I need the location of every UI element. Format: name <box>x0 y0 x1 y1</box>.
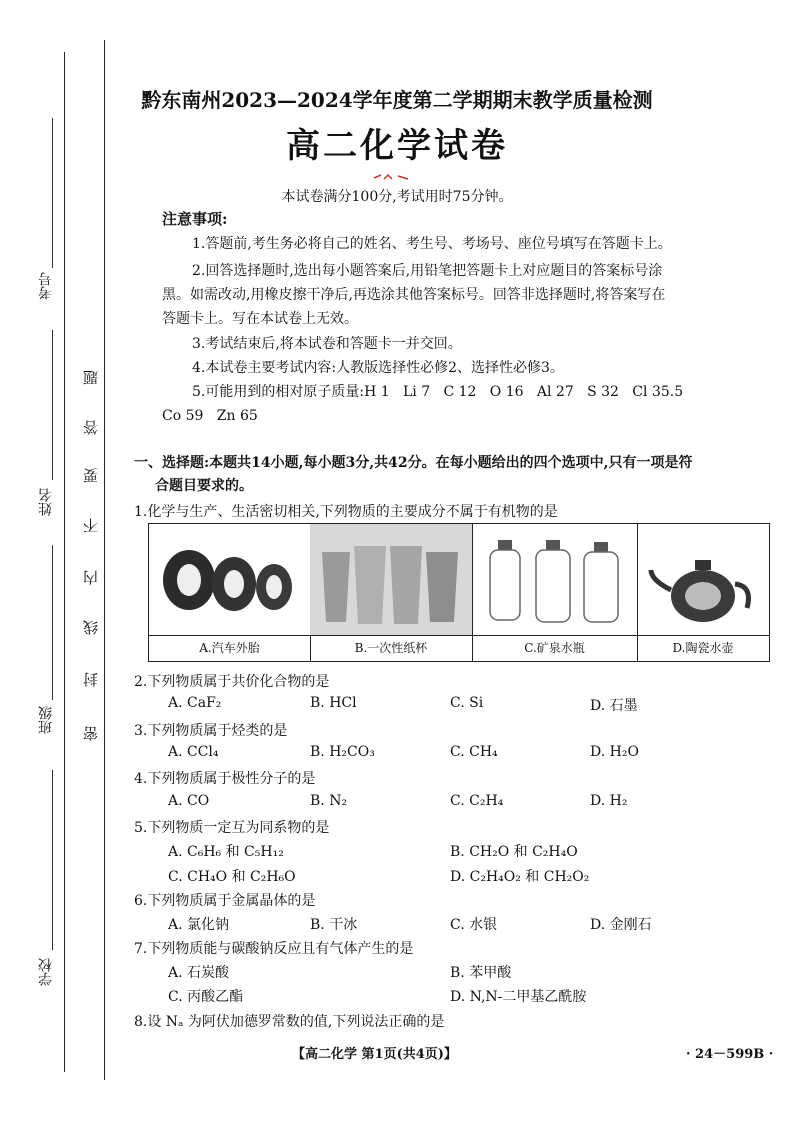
option-b-cell <box>310 524 473 661</box>
question-3-option-b: B. H₂CO₃ <box>310 744 375 760</box>
water-bottles-image <box>472 524 637 636</box>
question-5-option-d: D. C₂H₄O₂ 和 CH₂O₂ <box>450 869 590 885</box>
question-6-option-c: C. 水银 <box>450 917 498 933</box>
question-2-option-a: A. CaF₂ <box>168 695 222 711</box>
exam-info: 本试卷满分100分,考试用时75分钟。 <box>281 189 513 205</box>
question-7-option-a: A. 石炭酸 <box>168 965 230 981</box>
question-2-option-d: D. 石墨 <box>590 698 638 714</box>
question-5-option-c: C. CH₄O 和 C₂H₆O <box>168 869 296 885</box>
stamp-mark <box>372 166 412 174</box>
name-field[interactable] <box>52 330 53 480</box>
seal-char: 不 <box>82 518 100 533</box>
seal-char: 题 <box>82 370 100 385</box>
option-d-cell <box>637 524 769 661</box>
seal-char: 密 <box>82 726 100 741</box>
question-2-option-b: B. HCl <box>310 695 357 711</box>
question-7-option-c: C. 丙酸乙酯 <box>168 989 244 1005</box>
seal-char: 要 <box>82 468 100 483</box>
school-label: 学校 <box>38 958 54 986</box>
question-4-option-d: D. H₂ <box>590 793 628 809</box>
question-6-stem: 6.下列物质属于金属晶体的是 <box>134 893 316 909</box>
question-3-option-d: D. H₂O <box>590 744 639 760</box>
option-c-cell <box>472 524 638 661</box>
option-a-cell <box>149 524 311 661</box>
tires-image <box>149 524 310 636</box>
question-4-stem: 4.下列物质属于极性分子的是 <box>134 771 316 787</box>
question-7-option-b: B. 苯甲酸 <box>450 965 512 981</box>
notice-item-2-cont: 黑。如需改动,用橡皮擦干净后,再选涂其他答案标号。回答非选择题时,将答案写在 <box>162 287 666 303</box>
question-7-stem: 7.下列物质能与碳酸钠反应且有气体产生的是 <box>134 941 414 957</box>
seal-char: 内 <box>82 570 100 585</box>
notice-item-1: 1.答题前,考生务必将自己的姓名、考生号、考场号、座位号填写在答题卡上。 <box>192 236 672 252</box>
notice-item-5-cont: Co 59 Zn 65 <box>162 408 258 424</box>
question-4-option-a: A. CO <box>168 793 210 809</box>
question-3-option-c: C. CH₄ <box>450 744 498 760</box>
question-3-stem: 3.下列物质属于烃类的是 <box>134 723 288 739</box>
notice-item-2: 2.回答选择题时,选出每小题答案后,用铅笔把答题卡上对应题目的答案标号涂 <box>192 263 663 279</box>
paper-cups-image <box>310 524 472 636</box>
question-6-option-b: B. 干冰 <box>310 917 358 933</box>
question-5-option-b: B. CH₂O 和 C₂H₄O <box>450 844 578 860</box>
school-field[interactable] <box>52 770 53 950</box>
seal-char: 线 <box>82 620 100 635</box>
exam-no-label: 考号 <box>38 272 54 300</box>
question-1-stem: 1.化学与生产、生活密切相关,下列物质的主要成分不属于有机物的是 <box>134 504 558 520</box>
notice-item-4: 4.本试卷主要考试内容:人教版选择性必修2、选择性必修3。 <box>192 360 564 376</box>
question-7-option-d: D. N,N-二甲基乙酰胺 <box>450 989 587 1005</box>
teapot-image <box>637 524 769 636</box>
seal-char: 封 <box>82 672 100 687</box>
question-4-option-b: B. N₂ <box>310 793 348 809</box>
option-a-caption: A.汽车外胎 <box>149 635 310 661</box>
notice-item-2-end: 答题卡上。写在本试卷上无效。 <box>162 311 358 327</box>
question-8-stem: 8.设 Nₐ 为阿伏加德罗常数的值,下列说法正确的是 <box>134 1014 445 1030</box>
paper-code: · 24－599B · <box>686 1047 774 1062</box>
option-d-caption: D.陶瓷水壶 <box>637 635 769 661</box>
question-6-option-a: A. 氯化钠 <box>168 917 230 933</box>
seal-char: 答 <box>82 420 100 435</box>
question-2-option-c: C. Si <box>450 695 484 711</box>
exam-header: 黔东南州2023—2024学年度第二学期期末教学质量检测 <box>141 88 653 112</box>
question-2-stem: 2.下列物质属于共价化合物的是 <box>134 674 330 690</box>
notice-item-5: 5.可能用到的相对原子质量:H 1 Li 7 C 12 O 16 Al 27 S 32 Cl 35.5 <box>192 384 684 400</box>
option-b-caption: B.一次性纸杯 <box>310 635 472 661</box>
page-title: 高二化学试卷 <box>286 126 508 166</box>
question-1-image-table <box>148 523 770 662</box>
page-footer: 【高二化学 第1页(共4页)】 <box>292 1047 457 1062</box>
question-6-option-d: D. 金刚石 <box>590 917 652 933</box>
section-heading: 一、选择题:本题共14小题,每小题3分,共42分。在每小题给出的四个选项中,只有一项是符 合题目要求的。 <box>134 455 693 494</box>
question-4-option-c: C. C₂H₄ <box>450 793 504 809</box>
class-label: 班级 <box>38 706 54 734</box>
name-label: 姓名 <box>38 488 54 516</box>
question-5-stem: 5.下列物质一定互为同系物的是 <box>134 820 330 836</box>
notice-heading: 注意事项: <box>162 210 228 228</box>
option-c-caption: C.矿泉水瓶 <box>472 635 637 661</box>
question-5-option-a: A. C₆H₆ 和 C₅H₁₂ <box>168 844 284 860</box>
class-field[interactable] <box>52 545 53 700</box>
question-3-option-a: A. CCl₄ <box>168 744 219 760</box>
notice-item-3: 3.考试结束后,将本试卷和答题卡一并交回。 <box>192 336 462 352</box>
